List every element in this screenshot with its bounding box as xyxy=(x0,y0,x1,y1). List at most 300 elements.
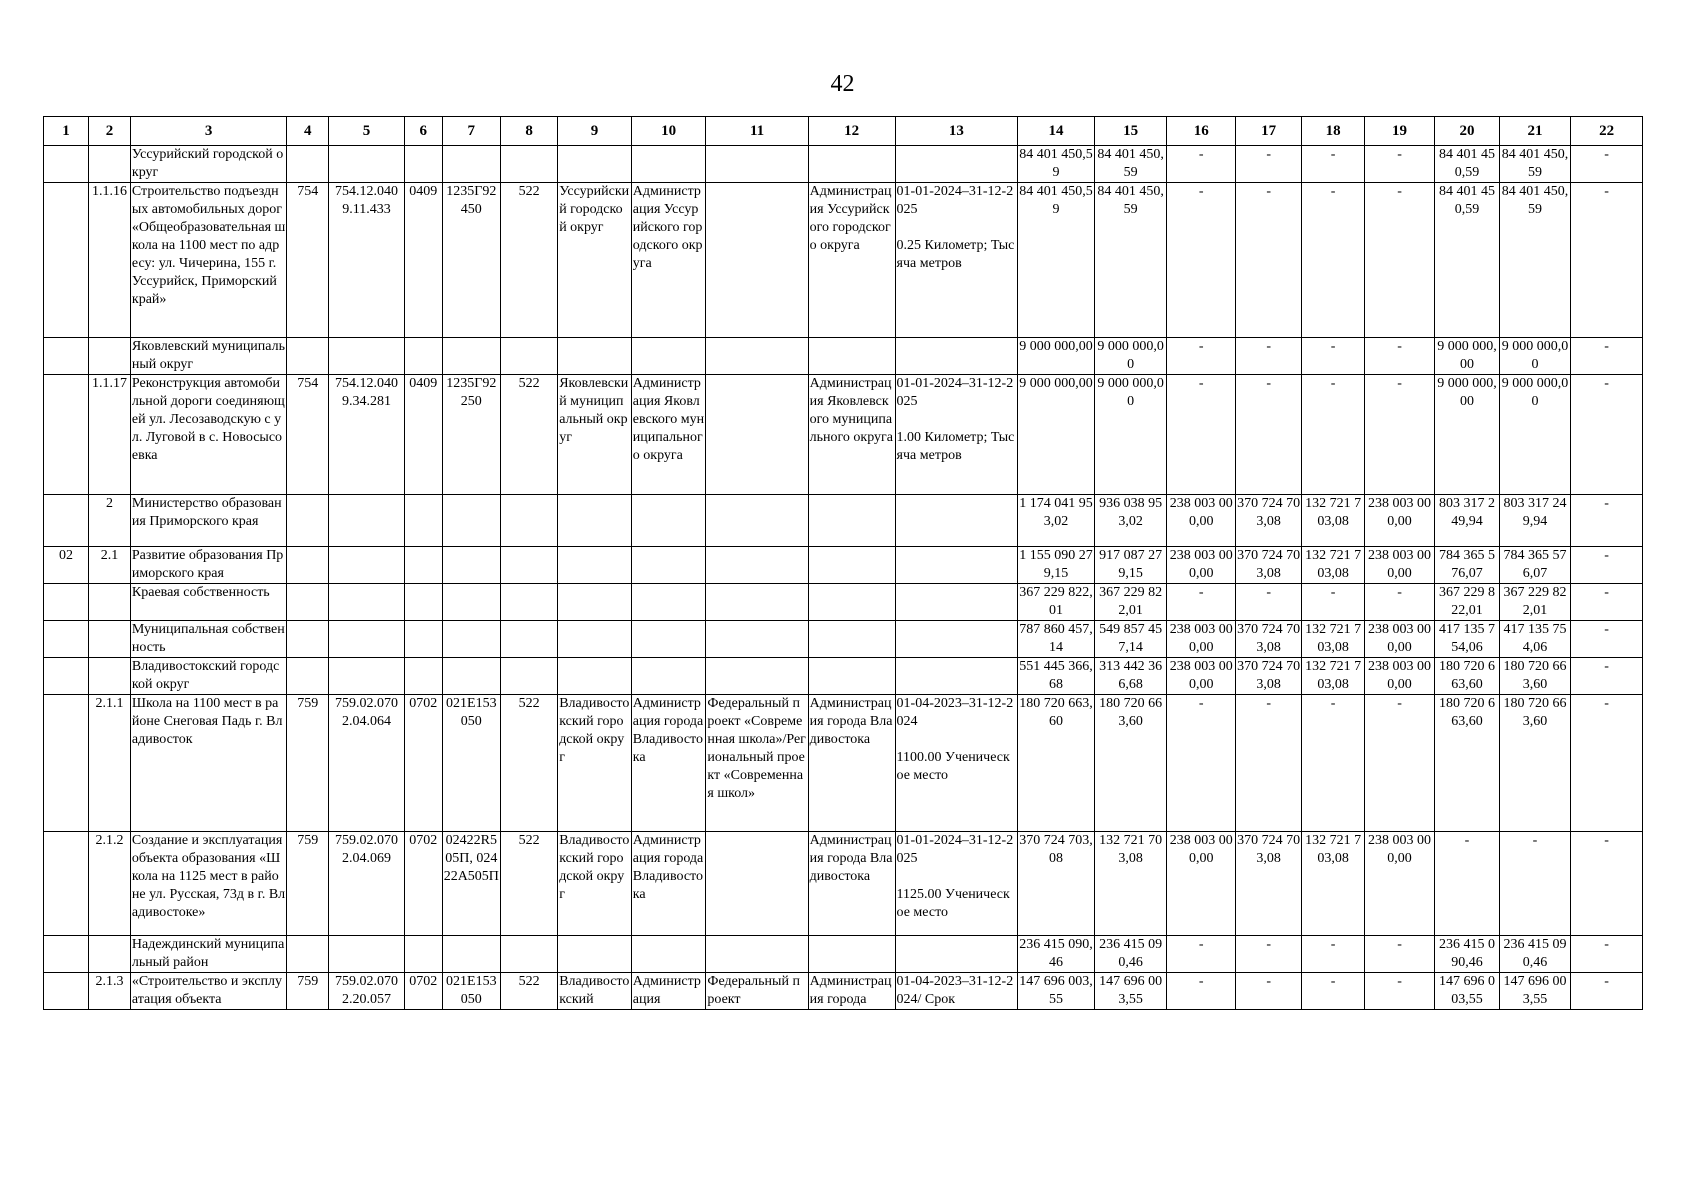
table-row xyxy=(44,183,1643,338)
column-header: 14 xyxy=(1018,117,1095,146)
table-cell xyxy=(442,936,500,973)
table-cell: 522 xyxy=(500,832,557,936)
table-cell: - xyxy=(1571,338,1643,375)
table-cell xyxy=(88,936,130,973)
table-cell xyxy=(895,495,1018,547)
table-cell xyxy=(442,495,500,547)
table-cell xyxy=(808,621,895,658)
table-cell xyxy=(895,621,1018,658)
table-cell xyxy=(500,621,557,658)
table-cell: 021Е153050 xyxy=(442,695,500,832)
table-cell: Яковлевский муниципальный округ xyxy=(130,338,286,375)
table-cell xyxy=(500,495,557,547)
table-cell: - xyxy=(1302,584,1364,621)
table-cell xyxy=(287,146,329,183)
table-cell: 370 724 703,08 xyxy=(1235,547,1301,584)
table-cell: - xyxy=(1167,936,1235,973)
table-cell xyxy=(706,832,808,936)
column-header: 6 xyxy=(404,117,442,146)
table-cell: 147 696 003,55 xyxy=(1435,973,1499,1010)
table-cell xyxy=(404,547,442,584)
table-cell: Администрация Яковлевского муниципального округа xyxy=(631,375,706,495)
table-cell: 1 174 041 953,02 xyxy=(1018,495,1095,547)
table-cell: Администрация города Владивостока xyxy=(631,695,706,832)
table-cell xyxy=(44,936,89,973)
table-cell xyxy=(895,584,1018,621)
table-cell xyxy=(500,584,557,621)
table-cell: - xyxy=(1364,375,1435,495)
table-cell: 522 xyxy=(500,183,557,338)
table-cell: 759.02.0702.20.057 xyxy=(329,973,405,1010)
table-cell: 9 000 000,00 xyxy=(1499,375,1571,495)
table-cell xyxy=(706,338,808,375)
table-cell xyxy=(329,621,405,658)
table-cell: 787 860 457,14 xyxy=(1018,621,1095,658)
table-cell: 84 401 450,59 xyxy=(1018,146,1095,183)
table-cell xyxy=(442,338,500,375)
table-cell: - xyxy=(1364,695,1435,832)
table-cell xyxy=(895,338,1018,375)
table-cell: - xyxy=(1571,973,1643,1010)
table-cell: 551 445 366,68 xyxy=(1018,658,1095,695)
table-cell: - xyxy=(1235,146,1301,183)
table-cell: 522 xyxy=(500,375,557,495)
table-cell: 313 442 366,68 xyxy=(1094,658,1167,695)
table-cell xyxy=(44,832,89,936)
table-cell xyxy=(808,495,895,547)
table-cell: 9 000 000,00 xyxy=(1018,375,1095,495)
table-cell: 132 721 703,08 xyxy=(1094,832,1167,936)
table-cell: 01-01-2024–31-12-2025 1.00 Километр; Тысяча метров xyxy=(895,375,1018,495)
table-cell xyxy=(329,547,405,584)
table-cell: - xyxy=(1235,973,1301,1010)
table-cell xyxy=(88,338,130,375)
table-cell xyxy=(558,495,632,547)
table-cell xyxy=(895,936,1018,973)
table-cell: - xyxy=(1167,338,1235,375)
table-cell xyxy=(808,658,895,695)
table-cell: Развитие образования Приморского края xyxy=(130,547,286,584)
column-header: 9 xyxy=(558,117,632,146)
table-cell xyxy=(44,146,89,183)
table-cell xyxy=(404,658,442,695)
table-cell: 02 xyxy=(44,547,89,584)
table-cell: 417 135 754,06 xyxy=(1435,621,1499,658)
table-cell: - xyxy=(1364,183,1435,338)
table-cell xyxy=(500,146,557,183)
table-cell: - xyxy=(1235,183,1301,338)
table-cell: Реконструкция автомобильной дороги соединяющей ул. Лесозаводскую с ул. Луговой в с. Новосысоевка xyxy=(130,375,286,495)
table-cell xyxy=(329,584,405,621)
table-cell: Муниципальная собственность xyxy=(130,621,286,658)
column-header: 19 xyxy=(1364,117,1435,146)
table-cell: - xyxy=(1302,695,1364,832)
table-cell: 02422R505П, 02422А505П xyxy=(442,832,500,936)
table-cell xyxy=(631,658,706,695)
table-cell: 9 000 000,00 xyxy=(1499,338,1571,375)
table-cell: 1235Г92250 xyxy=(442,375,500,495)
table-cell: 84 401 450,59 xyxy=(1499,183,1571,338)
table-cell xyxy=(706,183,808,338)
table-cell: - xyxy=(1235,584,1301,621)
table-cell: 01-04-2023–31-12-2024/ Срок xyxy=(895,973,1018,1010)
table-cell xyxy=(44,584,89,621)
table-cell xyxy=(558,547,632,584)
table-cell: - xyxy=(1302,183,1364,338)
table-cell xyxy=(558,338,632,375)
table-cell: - xyxy=(1571,936,1643,973)
table-cell: 132 721 703,08 xyxy=(1302,495,1364,547)
table-cell: 0702 xyxy=(404,973,442,1010)
table-cell xyxy=(808,146,895,183)
table-cell: 1.1.17 xyxy=(88,375,130,495)
table-cell xyxy=(287,338,329,375)
table-cell: 180 720 663,60 xyxy=(1499,658,1571,695)
table-cell xyxy=(287,621,329,658)
table-cell: 238 003 000,00 xyxy=(1364,621,1435,658)
table-row xyxy=(44,375,1643,495)
table-cell: Строительство подъездных автомобильных дорог «Общеобразовательная школа на 1100 мест по адресу: ул. Чичерина, 155 г. Уссурийск, Приморский край» xyxy=(130,183,286,338)
table-cell xyxy=(808,584,895,621)
table-cell xyxy=(404,621,442,658)
table-cell xyxy=(44,338,89,375)
table-cell xyxy=(558,584,632,621)
table-row xyxy=(44,658,1643,695)
table-cell: 759 xyxy=(287,973,329,1010)
table-cell: 522 xyxy=(500,695,557,832)
table-cell: 238 003 000,00 xyxy=(1364,495,1435,547)
column-header: 16 xyxy=(1167,117,1235,146)
table-cell: Администрация города xyxy=(808,973,895,1010)
table-cell: 803 317 249,94 xyxy=(1499,495,1571,547)
table-cell: 803 317 249,94 xyxy=(1435,495,1499,547)
table-cell: 367 229 822,01 xyxy=(1094,584,1167,621)
table-cell: - xyxy=(1167,375,1235,495)
table-cell: 784 365 576,07 xyxy=(1435,547,1499,584)
table-cell: 2.1.2 xyxy=(88,832,130,936)
table-cell: - xyxy=(1302,936,1364,973)
table-cell: 236 415 090,46 xyxy=(1499,936,1571,973)
table-cell: 1.1.16 xyxy=(88,183,130,338)
table-cell: 147 696 003,55 xyxy=(1094,973,1167,1010)
table-cell xyxy=(706,375,808,495)
table-cell: - xyxy=(1571,658,1643,695)
table-cell: Яковлевский муниципальный округ xyxy=(558,375,632,495)
table-cell: - xyxy=(1302,973,1364,1010)
table-cell: - xyxy=(1167,183,1235,338)
table-cell xyxy=(631,936,706,973)
table-cell: 238 003 000,00 xyxy=(1364,832,1435,936)
table-cell: Краевая собственность xyxy=(130,584,286,621)
table-cell: 1 155 090 279,15 xyxy=(1018,547,1095,584)
table-cell: 147 696 003,55 xyxy=(1499,973,1571,1010)
table-cell xyxy=(558,621,632,658)
column-header: 11 xyxy=(706,117,808,146)
table-cell: 84 401 450,59 xyxy=(1094,183,1167,338)
table-cell: 754.12.0409.34.281 xyxy=(329,375,405,495)
column-header: 17 xyxy=(1235,117,1301,146)
table-cell: - xyxy=(1235,695,1301,832)
table-cell: 9 000 000,00 xyxy=(1435,375,1499,495)
table-cell xyxy=(500,658,557,695)
table-cell: 754 xyxy=(287,375,329,495)
table-cell xyxy=(44,375,89,495)
table-cell: Администрация Уссурийского городского округа xyxy=(808,183,895,338)
table-cell: 0409 xyxy=(404,375,442,495)
table-row xyxy=(44,621,1643,658)
column-header: 13 xyxy=(895,117,1018,146)
table-cell: - xyxy=(1302,338,1364,375)
table-cell: Владивостокский городской округ xyxy=(558,695,632,832)
column-header: 4 xyxy=(287,117,329,146)
table-cell: 2.1.1 xyxy=(88,695,130,832)
table-cell: Владивостокский городской округ xyxy=(130,658,286,695)
table-cell: 9 000 000,00 xyxy=(1094,375,1167,495)
table-cell xyxy=(287,495,329,547)
table-cell: 84 401 450,59 xyxy=(1018,183,1095,338)
table-cell: 522 xyxy=(500,973,557,1010)
table-cell: 1235Г92450 xyxy=(442,183,500,338)
table-cell xyxy=(558,146,632,183)
table-cell: 84 401 450,59 xyxy=(1499,146,1571,183)
table-cell: 236 415 090,46 xyxy=(1018,936,1095,973)
column-header: 10 xyxy=(631,117,706,146)
table-cell: 917 087 279,15 xyxy=(1094,547,1167,584)
table-cell xyxy=(706,146,808,183)
table-cell: - xyxy=(1364,936,1435,973)
table-cell xyxy=(404,338,442,375)
table-cell xyxy=(329,146,405,183)
table-cell: - xyxy=(1235,375,1301,495)
table-cell: 180 720 663,60 xyxy=(1435,658,1499,695)
table-cell: - xyxy=(1499,832,1571,936)
table-cell xyxy=(329,338,405,375)
table-row xyxy=(44,695,1643,832)
table-cell xyxy=(558,658,632,695)
table-cell: 754 xyxy=(287,183,329,338)
table-cell: 021Е153050 xyxy=(442,973,500,1010)
table-cell: - xyxy=(1571,695,1643,832)
table-cell xyxy=(808,936,895,973)
table-cell xyxy=(88,658,130,695)
budget-table xyxy=(43,116,1643,1010)
table-cell: Министерство образования Приморского края xyxy=(130,495,286,547)
table-cell: - xyxy=(1571,547,1643,584)
table-cell: - xyxy=(1235,936,1301,973)
table-cell: - xyxy=(1571,375,1643,495)
table-cell xyxy=(706,936,808,973)
table-cell: 180 720 663,60 xyxy=(1018,695,1095,832)
table-cell: 367 229 822,01 xyxy=(1018,584,1095,621)
table-cell: - xyxy=(1571,832,1643,936)
table-cell: 180 720 663,60 xyxy=(1094,695,1167,832)
table-cell xyxy=(808,338,895,375)
table-cell: Школа на 1100 мест в районе Снеговая Падь г. Владивосток xyxy=(130,695,286,832)
table-cell: Администрация xyxy=(631,973,706,1010)
table-cell xyxy=(442,584,500,621)
table-cell xyxy=(631,621,706,658)
table-cell: - xyxy=(1302,375,1364,495)
table-cell xyxy=(287,547,329,584)
table-cell: Федеральный проект xyxy=(706,973,808,1010)
table-cell xyxy=(44,495,89,547)
column-header: 3 xyxy=(130,117,286,146)
table-cell xyxy=(631,547,706,584)
table-cell: 238 003 000,00 xyxy=(1167,658,1235,695)
table-cell: 236 415 090,46 xyxy=(1094,936,1167,973)
column-header: 20 xyxy=(1435,117,1499,146)
table-cell: 9 000 000,00 xyxy=(1094,338,1167,375)
table-cell: Уссурийский городской округ xyxy=(130,146,286,183)
table-cell: 759.02.0702.04.064 xyxy=(329,695,405,832)
table-cell: - xyxy=(1364,338,1435,375)
table-cell: 84 401 450,59 xyxy=(1435,183,1499,338)
table-cell: - xyxy=(1235,338,1301,375)
column-header: 21 xyxy=(1499,117,1571,146)
table-cell: 0702 xyxy=(404,832,442,936)
table-cell: 84 401 450,59 xyxy=(1094,146,1167,183)
table-cell xyxy=(329,658,405,695)
column-header: 7 xyxy=(442,117,500,146)
table-cell xyxy=(88,621,130,658)
table-cell: - xyxy=(1571,495,1643,547)
column-header: 2 xyxy=(88,117,130,146)
table-cell: Владивостокский городской округ xyxy=(558,832,632,936)
page-number: 42 xyxy=(830,71,855,97)
table-cell: Уссурийский городской округ xyxy=(558,183,632,338)
table-cell: - xyxy=(1571,621,1643,658)
table-cell: «Строительство и эксплуатация объекта xyxy=(130,973,286,1010)
header-row xyxy=(44,117,1643,146)
table-cell xyxy=(442,621,500,658)
table-cell: - xyxy=(1364,584,1435,621)
table-cell: 238 003 000,00 xyxy=(1364,547,1435,584)
table-cell: Администрация города Владивостока xyxy=(808,695,895,832)
table-cell: 370 724 703,08 xyxy=(1235,495,1301,547)
table-cell: Надеждинский муниципальный район xyxy=(130,936,286,973)
table-cell: 238 003 000,00 xyxy=(1167,621,1235,658)
table-cell: 01-01-2024–31-12-2025 1125.00 Ученическое место xyxy=(895,832,1018,936)
table-cell: 759 xyxy=(287,832,329,936)
table-cell: - xyxy=(1571,584,1643,621)
table-cell: 549 857 457,14 xyxy=(1094,621,1167,658)
table-cell xyxy=(631,495,706,547)
table-cell: - xyxy=(1167,695,1235,832)
table-cell: 759.02.0702.04.069 xyxy=(329,832,405,936)
table-row xyxy=(44,832,1643,936)
table-row xyxy=(44,495,1643,547)
table-cell xyxy=(404,146,442,183)
table-cell: - xyxy=(1302,146,1364,183)
column-header: 15 xyxy=(1094,117,1167,146)
table-cell: 370 724 703,08 xyxy=(1018,832,1095,936)
table-cell xyxy=(44,621,89,658)
table-cell: Администрация города Владивостока xyxy=(808,832,895,936)
table-cell: 9 000 000,00 xyxy=(1435,338,1499,375)
table-cell: 759 xyxy=(287,695,329,832)
table-cell xyxy=(88,584,130,621)
table-cell: 84 401 450,59 xyxy=(1435,146,1499,183)
table-cell: 0702 xyxy=(404,695,442,832)
table-cell: 754.12.0409.11.433 xyxy=(329,183,405,338)
table-cell: 238 003 000,00 xyxy=(1364,658,1435,695)
table-cell: 132 721 703,08 xyxy=(1302,621,1364,658)
table-cell: 147 696 003,55 xyxy=(1018,973,1095,1010)
table-cell xyxy=(706,658,808,695)
table-cell: 936 038 953,02 xyxy=(1094,495,1167,547)
table-cell xyxy=(44,183,89,338)
table-cell xyxy=(895,547,1018,584)
table-cell: Создание и эксплуатация объекта образования «Школа на 1125 мест в районе ул. Русская, 73д в г. Владивостоке» xyxy=(130,832,286,936)
table-cell: 01-04-2023–31-12-2024 1100.00 Ученическое место xyxy=(895,695,1018,832)
table-cell xyxy=(44,973,89,1010)
table-cell xyxy=(631,584,706,621)
table-cell: 238 003 000,00 xyxy=(1167,547,1235,584)
table-cell xyxy=(895,658,1018,695)
table-cell xyxy=(706,621,808,658)
table-cell: 367 229 822,01 xyxy=(1435,584,1499,621)
table-cell: 01-01-2024–31-12-2025 0.25 Километр; Тысяча метров xyxy=(895,183,1018,338)
table-cell: 238 003 000,00 xyxy=(1167,495,1235,547)
table-cell: 236 415 090,46 xyxy=(1435,936,1499,973)
table-cell: 180 720 663,60 xyxy=(1435,695,1499,832)
table-cell: 238 003 000,00 xyxy=(1167,832,1235,936)
table-row xyxy=(44,547,1643,584)
table-cell: 9 000 000,00 xyxy=(1018,338,1095,375)
table-cell: - xyxy=(1167,584,1235,621)
table-cell xyxy=(500,547,557,584)
table-cell: - xyxy=(1364,973,1435,1010)
table-cell xyxy=(287,584,329,621)
table-cell xyxy=(442,547,500,584)
table-row xyxy=(44,338,1643,375)
table-cell: - xyxy=(1571,146,1643,183)
table-cell xyxy=(706,584,808,621)
table-cell xyxy=(706,547,808,584)
table-cell: 0409 xyxy=(404,183,442,338)
table-cell xyxy=(631,146,706,183)
table-cell: 180 720 663,60 xyxy=(1499,695,1571,832)
table-row xyxy=(44,584,1643,621)
table-cell xyxy=(88,146,130,183)
column-header: 8 xyxy=(500,117,557,146)
table-cell xyxy=(44,695,89,832)
table-cell: - xyxy=(1364,146,1435,183)
column-header: 18 xyxy=(1302,117,1364,146)
table-row xyxy=(44,973,1643,1010)
table-cell xyxy=(500,338,557,375)
table-cell xyxy=(404,936,442,973)
table-cell: 132 721 703,08 xyxy=(1302,547,1364,584)
table-cell: 417 135 754,06 xyxy=(1499,621,1571,658)
table-cell: - xyxy=(1435,832,1499,936)
table-row xyxy=(44,936,1643,973)
table-cell: - xyxy=(1167,973,1235,1010)
table-cell xyxy=(442,146,500,183)
table-cell xyxy=(706,495,808,547)
table-cell xyxy=(404,495,442,547)
table-cell: 2.1.3 xyxy=(88,973,130,1010)
column-header: 5 xyxy=(329,117,405,146)
table-cell xyxy=(631,338,706,375)
table-cell xyxy=(287,658,329,695)
table-cell xyxy=(558,936,632,973)
table-cell: 132 721 703,08 xyxy=(1302,658,1364,695)
table-cell xyxy=(329,495,405,547)
table-row xyxy=(44,146,1643,183)
table-cell: Администрация Уссурийского городского округа xyxy=(631,183,706,338)
table-cell xyxy=(404,584,442,621)
